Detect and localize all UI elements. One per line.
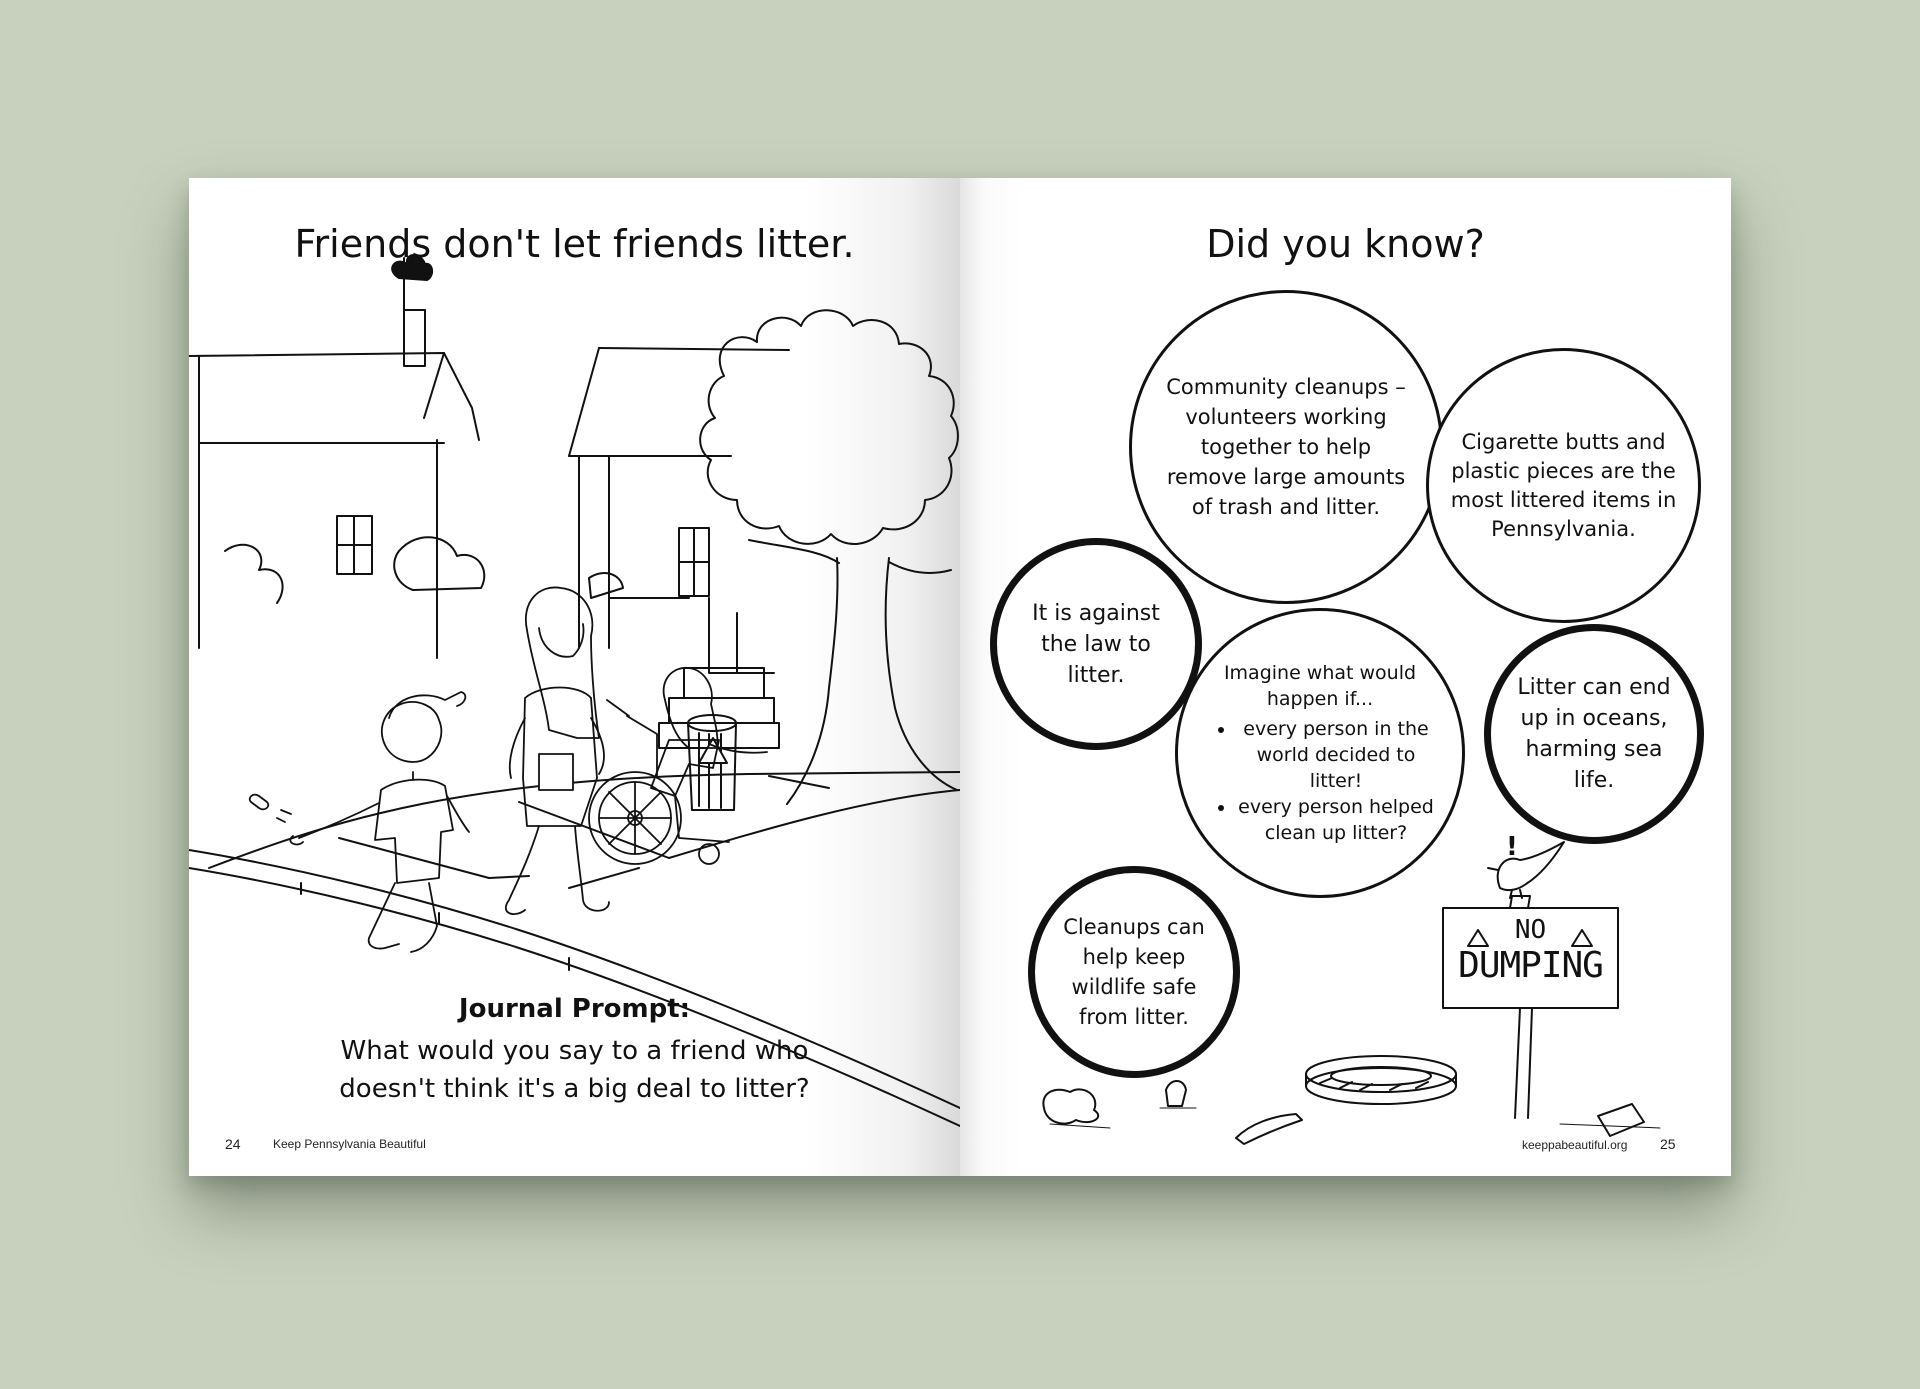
left-page — [189, 178, 960, 1176]
imagine-intro: Imagine what would happen if... — [1223, 662, 1417, 710]
imagine-list-item: • every person helped clean up litter? — [1236, 794, 1436, 846]
litter-illustration — [960, 178, 1731, 1176]
tire-drawing — [1306, 1056, 1456, 1104]
boy-drawing — [250, 692, 469, 952]
sign-line-no: NO — [1514, 915, 1547, 945]
bird-drawing — [1488, 842, 1564, 898]
imagine-list-item: • every person in the world decided to litter! — [1236, 716, 1436, 794]
fact-text-cigarette-butts: Cigarette butts and plastic pieces are the most littered items in Pennsylvania. — [1450, 429, 1677, 541]
left-page-title: Friends don't let friends litter. — [294, 222, 855, 266]
can-drawing — [1166, 1081, 1186, 1106]
girl-drawing — [506, 587, 609, 914]
tree-drawing — [700, 310, 958, 804]
bird-exclamation: ! — [1506, 832, 1518, 862]
left-house-drawing — [189, 258, 479, 658]
journal-prompt-heading: Journal Prompt: — [458, 994, 691, 1024]
fact-text-oceans: Litter can end up in oceans, harming sea life. — [1517, 675, 1671, 793]
trash-can-drawing — [688, 715, 736, 810]
right-house-drawing — [569, 348, 789, 648]
fact-text-community-cleanups: Community cleanups – volunteers working together to help remove large amounts of trash and litter. — [1166, 375, 1406, 519]
right-page-title: Did you know? — [1206, 222, 1485, 266]
food-box-drawing — [1598, 1104, 1644, 1136]
street-scene-illustration — [189, 178, 960, 1176]
bottle-drawing — [1236, 1114, 1302, 1144]
sign-line-dumping: DUMPING — [1458, 945, 1603, 986]
booklet-spread — [189, 178, 1731, 1176]
journal-prompt-line-1: What would you say to a friend who — [340, 1036, 809, 1066]
porch-drawing — [659, 598, 779, 748]
left-footer-text: Keep Pennsylvania Beautiful — [273, 1137, 426, 1151]
fact-text-law: It is against the law to litter. — [1032, 600, 1160, 688]
fact-text-wildlife: Cleanups can help keep wildlife safe from litter. — [1063, 915, 1205, 1029]
right-page-number: 25 — [1660, 1136, 1676, 1152]
journal-prompt-text — [189, 1032, 960, 1108]
right-page — [960, 178, 1731, 1176]
sign-text — [1443, 908, 1618, 988]
right-footer-text: keeppabeautiful.org — [1522, 1138, 1628, 1152]
plastic-bag-drawing — [1043, 1089, 1098, 1123]
left-page-number: 24 — [225, 1136, 241, 1152]
journal-prompt-line-2: doesn't think it's a big deal to litter? — [339, 1074, 810, 1104]
